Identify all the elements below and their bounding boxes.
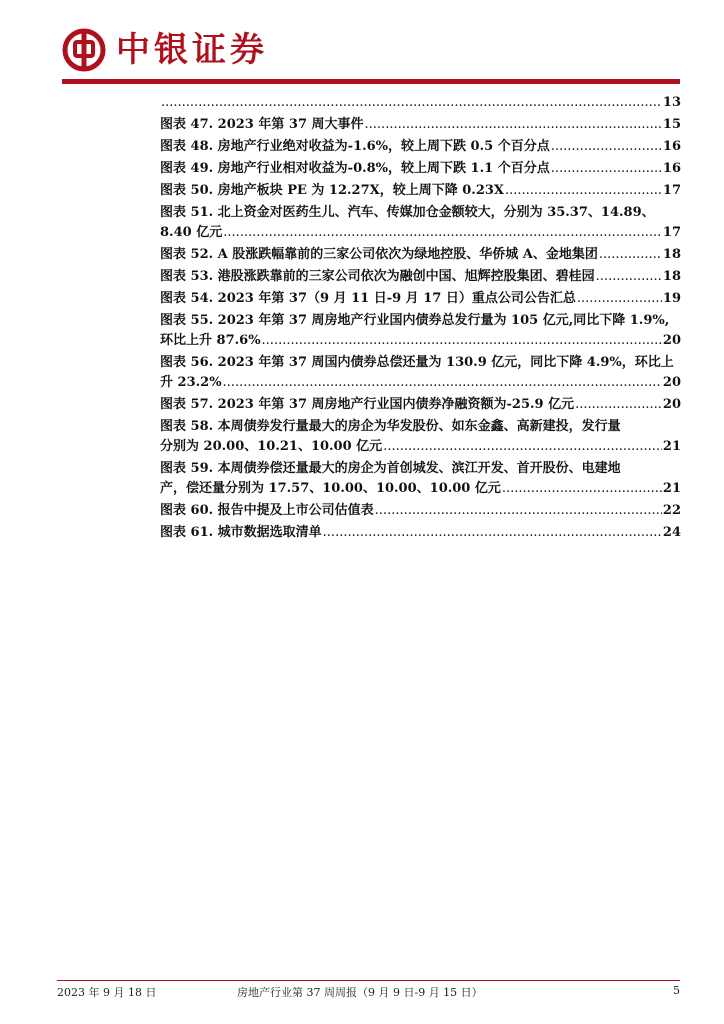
toc-dot-leader <box>383 437 662 457</box>
toc-entry-title: 分别为 20.00、10.21、10.00 亿元 <box>160 439 383 454</box>
toc-entry-line <box>160 245 681 265</box>
toc-entry[interactable] <box>160 245 681 265</box>
toc-page-number: 24 <box>662 525 681 540</box>
toc-entry-title: 图表 49. 房地产行业相对收益为-0.8%，较上周下跌 1.1 个百分点 <box>160 161 550 176</box>
bank-of-china-logo-icon <box>62 28 106 72</box>
footer-report-title: 房地产行业第 37 周周报（9 月 9 日-9 月 15 日） <box>237 986 483 999</box>
toc-page-number: 17 <box>662 225 681 240</box>
toc-entry[interactable] <box>160 115 681 135</box>
toc-entry-title: 产，偿还量分别为 17.57、10.00、10.00、10.00 亿元 <box>160 481 501 496</box>
toc-entry-line <box>160 289 681 309</box>
toc-dot-leader <box>599 245 662 265</box>
toc-page-number: 20 <box>662 375 681 390</box>
toc-entry-title: 图表 51. 北上资金对医药生儿、汽车、传媒加仓金额较大，分别为 35.37、14.89、 <box>160 205 655 220</box>
page-header <box>0 0 724 90</box>
header-rule <box>62 79 680 84</box>
toc-entry-line <box>160 479 681 499</box>
toc-entry-title: 图表 47. 2023 年第 37 周大事件 <box>160 117 364 132</box>
toc-entry-title: 环比上升 87.6% <box>160 333 261 348</box>
table-of-figures <box>160 93 681 545</box>
toc-entry[interactable] <box>160 395 681 415</box>
toc-entry-line <box>160 459 681 479</box>
toc-entry-line <box>160 523 681 543</box>
toc-dot-leader <box>223 373 662 393</box>
footer-rule <box>57 980 680 981</box>
toc-entry-title: 图表 52. A 股涨跌幅靠前的三家公司依次为绿地控股、华侨城 A、金地集团 <box>160 247 598 262</box>
toc-dot-leader <box>596 267 662 287</box>
toc-entry[interactable] <box>160 311 681 351</box>
toc-entry[interactable] <box>160 417 681 457</box>
toc-page-number: 21 <box>662 439 681 454</box>
toc-entry[interactable] <box>160 289 681 309</box>
toc-entry[interactable] <box>160 203 681 243</box>
toc-page-number: 13 <box>662 95 681 110</box>
toc-entry[interactable] <box>160 137 681 157</box>
toc-page-number: 16 <box>662 139 681 154</box>
toc-entry[interactable] <box>160 353 681 393</box>
toc-entry-line <box>160 353 681 373</box>
toc-page-number: 18 <box>662 269 681 284</box>
toc-entry-title: 图表 48. 房地产行业绝对收益为-1.6%，较上周下跌 0.5 个百分点 <box>160 139 550 154</box>
toc-page-number: 15 <box>662 117 681 132</box>
toc-dot-leader <box>551 159 662 179</box>
toc-entry[interactable] <box>160 93 681 113</box>
toc-entry-title: 图表 53. 港股涨跌靠前的三家公司依次为融创中国、旭辉控股集团、碧桂园 <box>160 269 595 284</box>
toc-entry-line <box>160 223 681 243</box>
toc-page-number: 19 <box>662 291 681 306</box>
toc-entry-line <box>160 395 681 415</box>
toc-entry-line <box>160 115 681 135</box>
toc-entry-title: 图表 56. 2023 年第 37 周国内债券总偿还量为 130.9 亿元，同比下降 4.9%，环比上 <box>160 355 674 370</box>
toc-entry-line <box>160 373 681 393</box>
toc-entry-title: 图表 54. 2023 年第 37（9 月 11 日-9 月 17 日）重点公司公告汇总 <box>160 291 576 306</box>
toc-entry[interactable] <box>160 181 681 201</box>
toc-dot-leader <box>365 115 662 135</box>
toc-page-number: 16 <box>662 161 681 176</box>
toc-entry-title: 8.40 亿元 <box>160 225 223 240</box>
footer-date: 2023 年 9 月 18 日 <box>57 986 157 999</box>
toc-entry-title: 图表 55. 2023 年第 37 周房地产行业国内债券总发行量为 105 亿元,同比下降 1.9%, <box>160 313 670 328</box>
toc-entry-title: 升 23.2% <box>160 375 222 390</box>
toc-dot-leader <box>323 523 662 543</box>
toc-entry-title: 图表 61. 城市数据选取清单 <box>160 525 322 540</box>
brand-name: 中银证券 <box>116 30 268 70</box>
toc-page-number: 21 <box>662 481 681 496</box>
toc-entry-title: 图表 58. 本周债券发行量最大的房企为华发股份、如东金鑫、高新建投，发行量 <box>160 419 621 434</box>
toc-entry-title: 图表 57. 2023 年第 37 周房地产行业国内债券净融资额为-25.9 亿元 <box>160 397 575 412</box>
toc-entry[interactable] <box>160 501 681 521</box>
toc-dot-leader <box>551 137 662 157</box>
toc-page-number: 22 <box>662 503 681 518</box>
toc-entry-line <box>160 437 681 457</box>
toc-dot-leader <box>223 223 662 243</box>
toc-entry-line <box>160 501 681 521</box>
toc-page-number: 17 <box>662 183 681 198</box>
toc-page-number: 18 <box>662 247 681 262</box>
toc-page-number: 20 <box>662 397 681 412</box>
toc-entry-title: 图表 60. 报告中提及上市公司估值表 <box>160 503 374 518</box>
toc-entry-title: 图表 59. 本周债券偿还量最大的房企为首创城发、滨江开发、首开股份、电建地 <box>160 461 621 476</box>
toc-dot-leader <box>262 331 662 351</box>
toc-dot-leader <box>505 181 662 201</box>
toc-entry-line <box>160 311 681 331</box>
toc-entry-title: 图表 50. 房地产板块 PE 为 12.27X，较上周下降 0.23X <box>160 183 504 198</box>
toc-dot-leader <box>502 479 662 499</box>
toc-entry[interactable] <box>160 523 681 543</box>
toc-entry[interactable] <box>160 459 681 499</box>
toc-dot-leader <box>375 501 662 521</box>
toc-entry-line <box>160 159 681 179</box>
toc-entry-line <box>160 203 681 223</box>
toc-dot-leader <box>161 93 662 113</box>
toc-entry-line <box>160 181 681 201</box>
toc-page-number: 20 <box>662 333 681 348</box>
footer-page-number: 5 <box>673 984 680 997</box>
toc-entry[interactable] <box>160 267 681 287</box>
toc-dot-leader <box>577 289 662 309</box>
toc-entry[interactable] <box>160 159 681 179</box>
toc-entry-line <box>160 93 681 113</box>
toc-entry-line <box>160 267 681 287</box>
toc-entry-line <box>160 331 681 351</box>
toc-entry-line <box>160 137 681 157</box>
toc-dot-leader <box>575 395 662 415</box>
toc-entry-line <box>160 417 681 437</box>
